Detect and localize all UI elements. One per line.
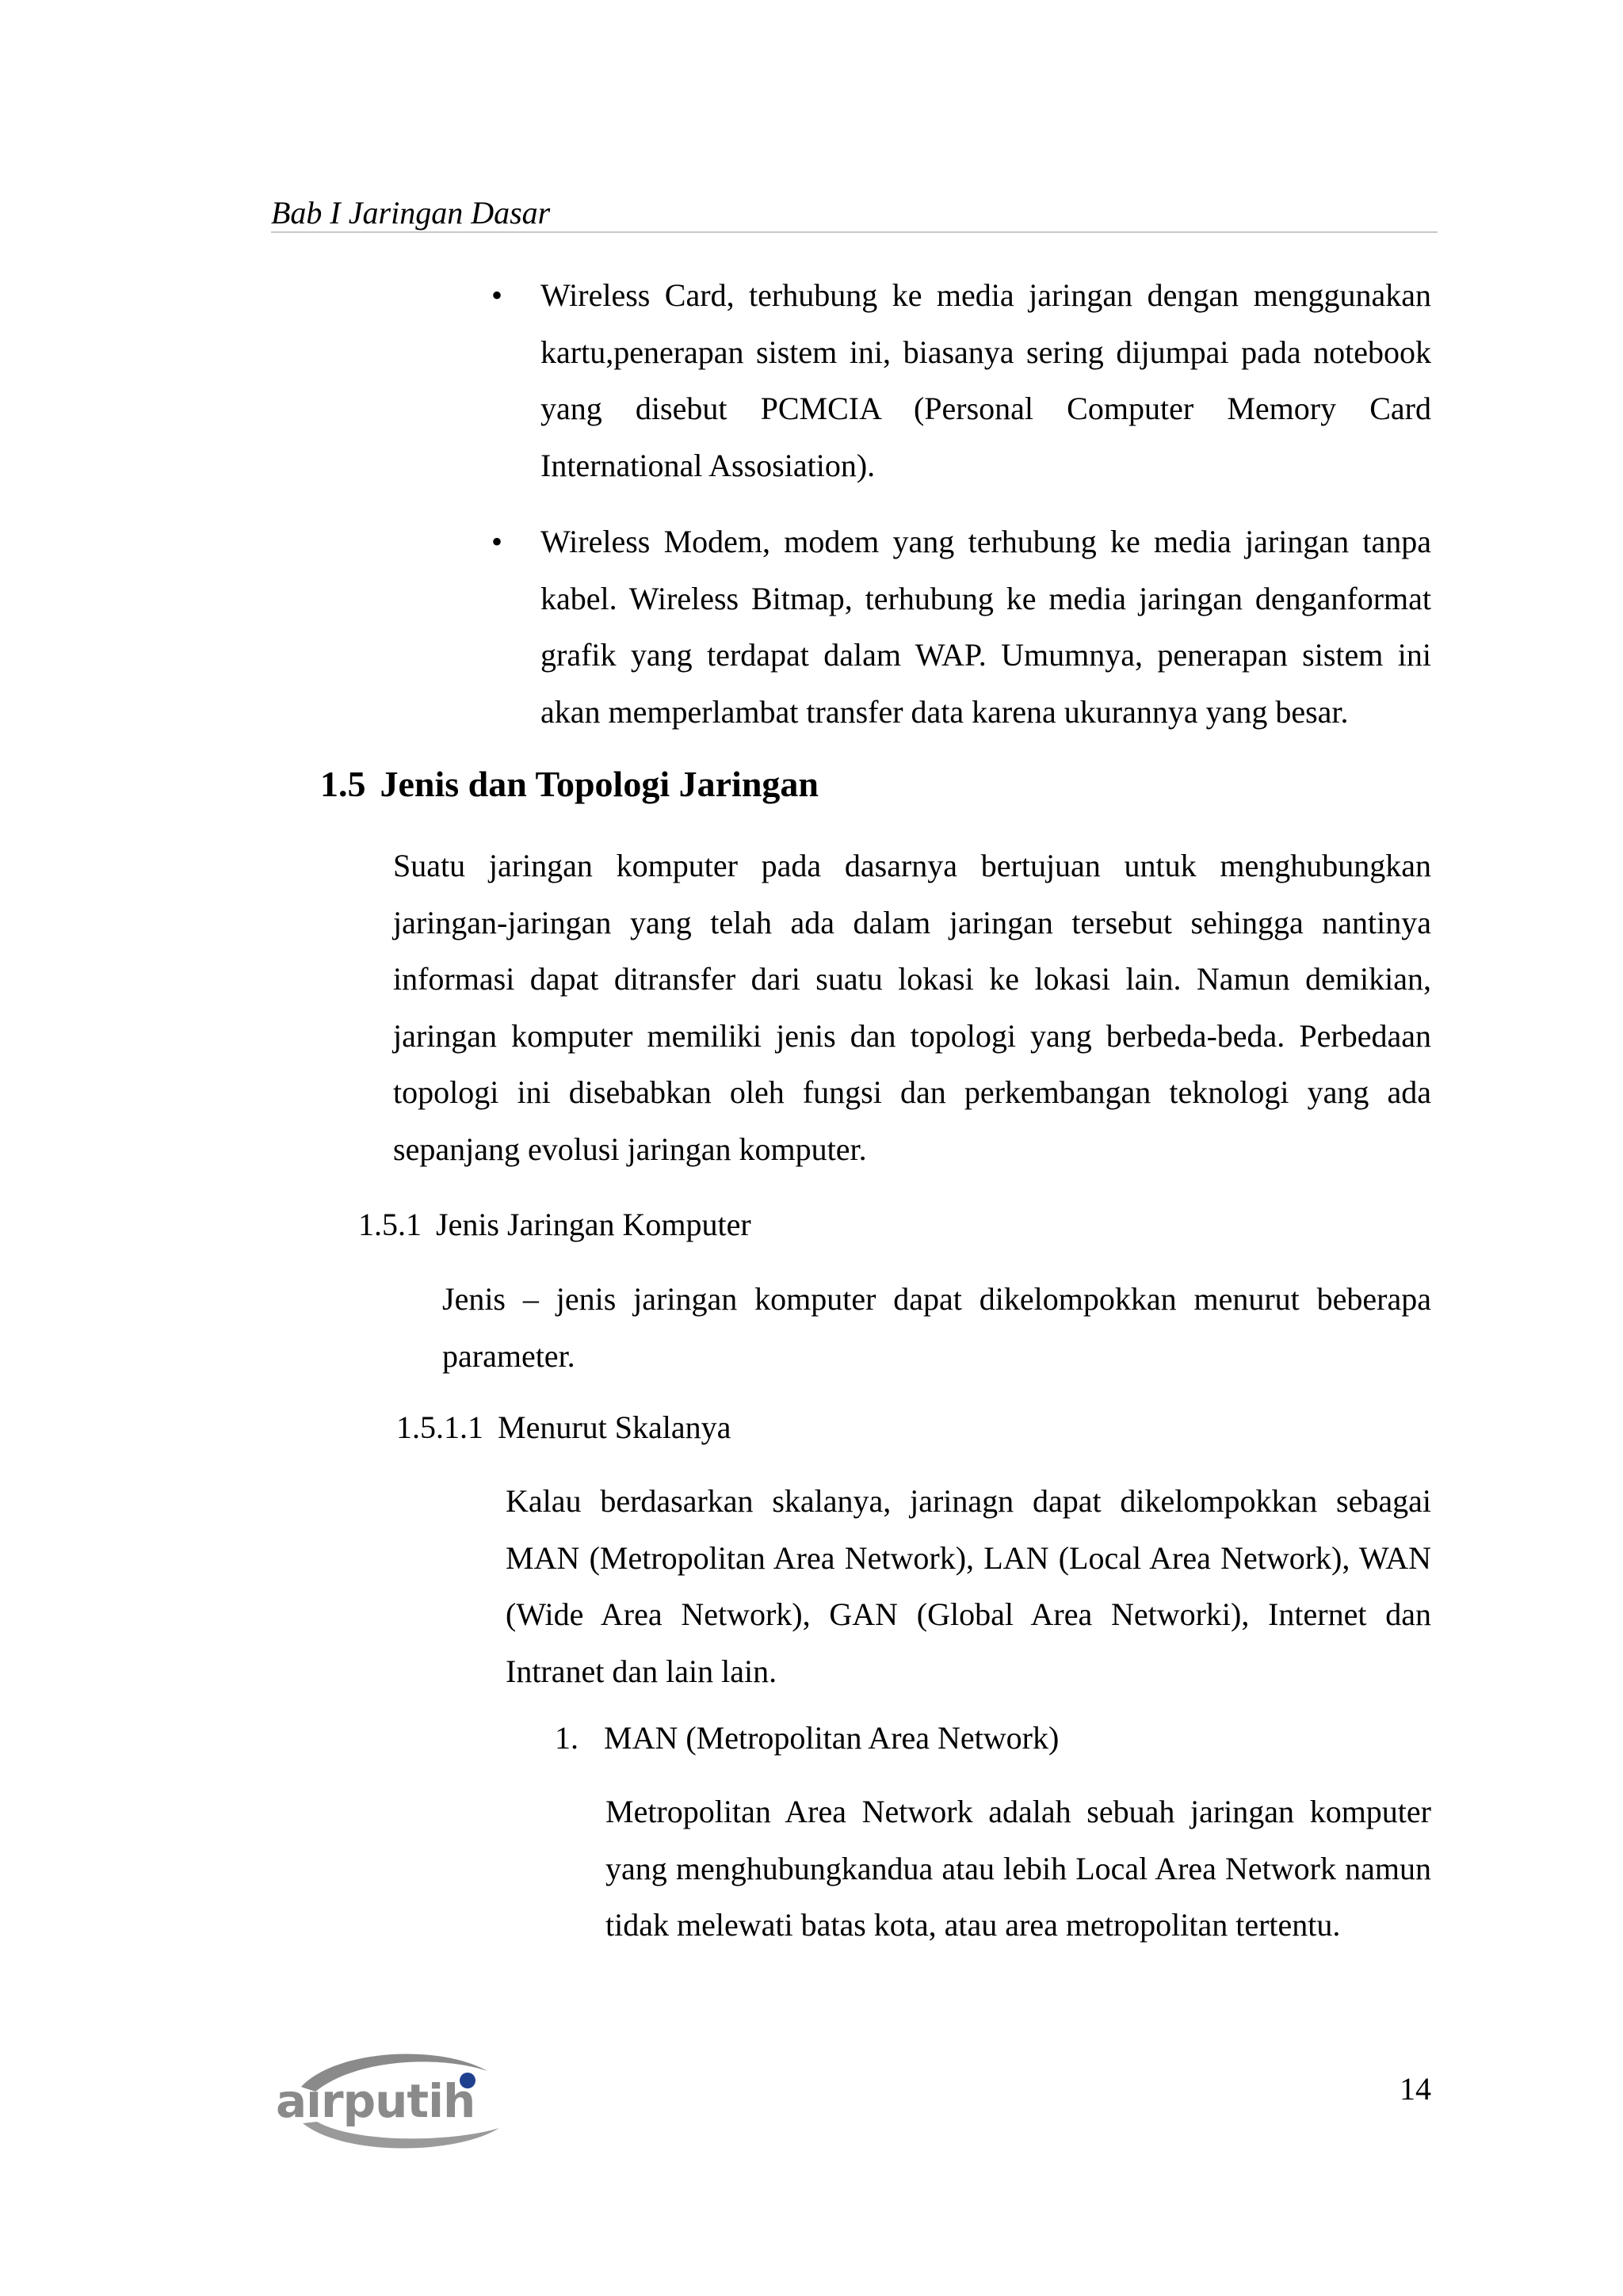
section-body: Suatu jaringan komputer pada dasarnya bertujuan untuk menghubungkan jaringan-jaringan yang telah ada dalam jaringan tersebut sehingga nantinya informasi dapat ditransfer dari suatu lokasi ke lokasi lain. Namun demikian, jaringan komputer memiliki jenis dan topologi yang berbeda-beda. Perbedaan topologi ini disebabkan oleh fungsi dan perkembangan teknologi yang ada sepanjang evolusi jaringan komputer. [393, 848, 1431, 1167]
subsection-body: Jenis – jenis jaringan komputer dapat dikelompokkan menurut beberapa parameter. [442, 1281, 1431, 1374]
subsection-number: 1.5.1 [358, 1207, 422, 1242]
list-body: Metropolitan Area Network adalah sebuah jaringan komputer yang menghubungkandua atau lebih Local Area Network namun tidak melewati batas kota, atau area metropolitan tertentu. [605, 1794, 1431, 1943]
subsubsection-heading [396, 1404, 731, 1451]
bullet-text: Wireless Card, terhubung ke media jaringan dengan menggunakan kartu,penerapan sistem ini, biasanya sering dijumpai pada notebook yang disebut PCMCIA (Personal Computer Memory Card International Assosiation). [540, 277, 1431, 483]
subsection-heading [358, 1201, 751, 1249]
section-heading [320, 761, 819, 808]
subsection-title: Jenis Jaringan Komputer [436, 1207, 751, 1242]
airputih-logo [269, 2046, 517, 2157]
section-number: 1.5 [320, 764, 366, 804]
list-item-man [555, 1714, 1059, 1762]
airputih-logo-icon [269, 2046, 517, 2157]
section-title: Jenis dan Topologi Jaringan [380, 764, 819, 804]
list-number: 1. [555, 1720, 579, 1756]
list-title: MAN (Metropolitan Area Network) [604, 1720, 1060, 1756]
header-rule [271, 231, 1438, 233]
bullet-text: Wireless Modem, modem yang terhubung ke media jaringan tanpa kabel. Wireless Bitmap, terhubung ke media jaringan denganformat grafik yang terdapat dalam WAP. Umumnya, penerapan sistem ini akan memperlambat transfer data karena ukurannya yang besar. [540, 524, 1431, 730]
subsubsection-number: 1.5.1.1 [396, 1409, 483, 1445]
bullet-marker: • [491, 277, 503, 313]
running-header: Bab I Jaringan Dasar [271, 195, 551, 231]
subsubsection-title: Menurut Skalanya [498, 1409, 731, 1445]
page-number: 14 [1400, 2071, 1431, 2107]
logo-wordmark: airputih [276, 2074, 475, 2128]
subsubsection-body: Kalau berdasarkan skalanya, jarinagn dapat dikelompokkan sebagai MAN (Metropolitan Area Network), LAN (Local Area Network), WAN (Wide Area Network), GAN (Global Area Networki), Internet dan Intranet dan lain lain. [506, 1483, 1431, 1689]
bullet-marker: • [491, 524, 503, 559]
